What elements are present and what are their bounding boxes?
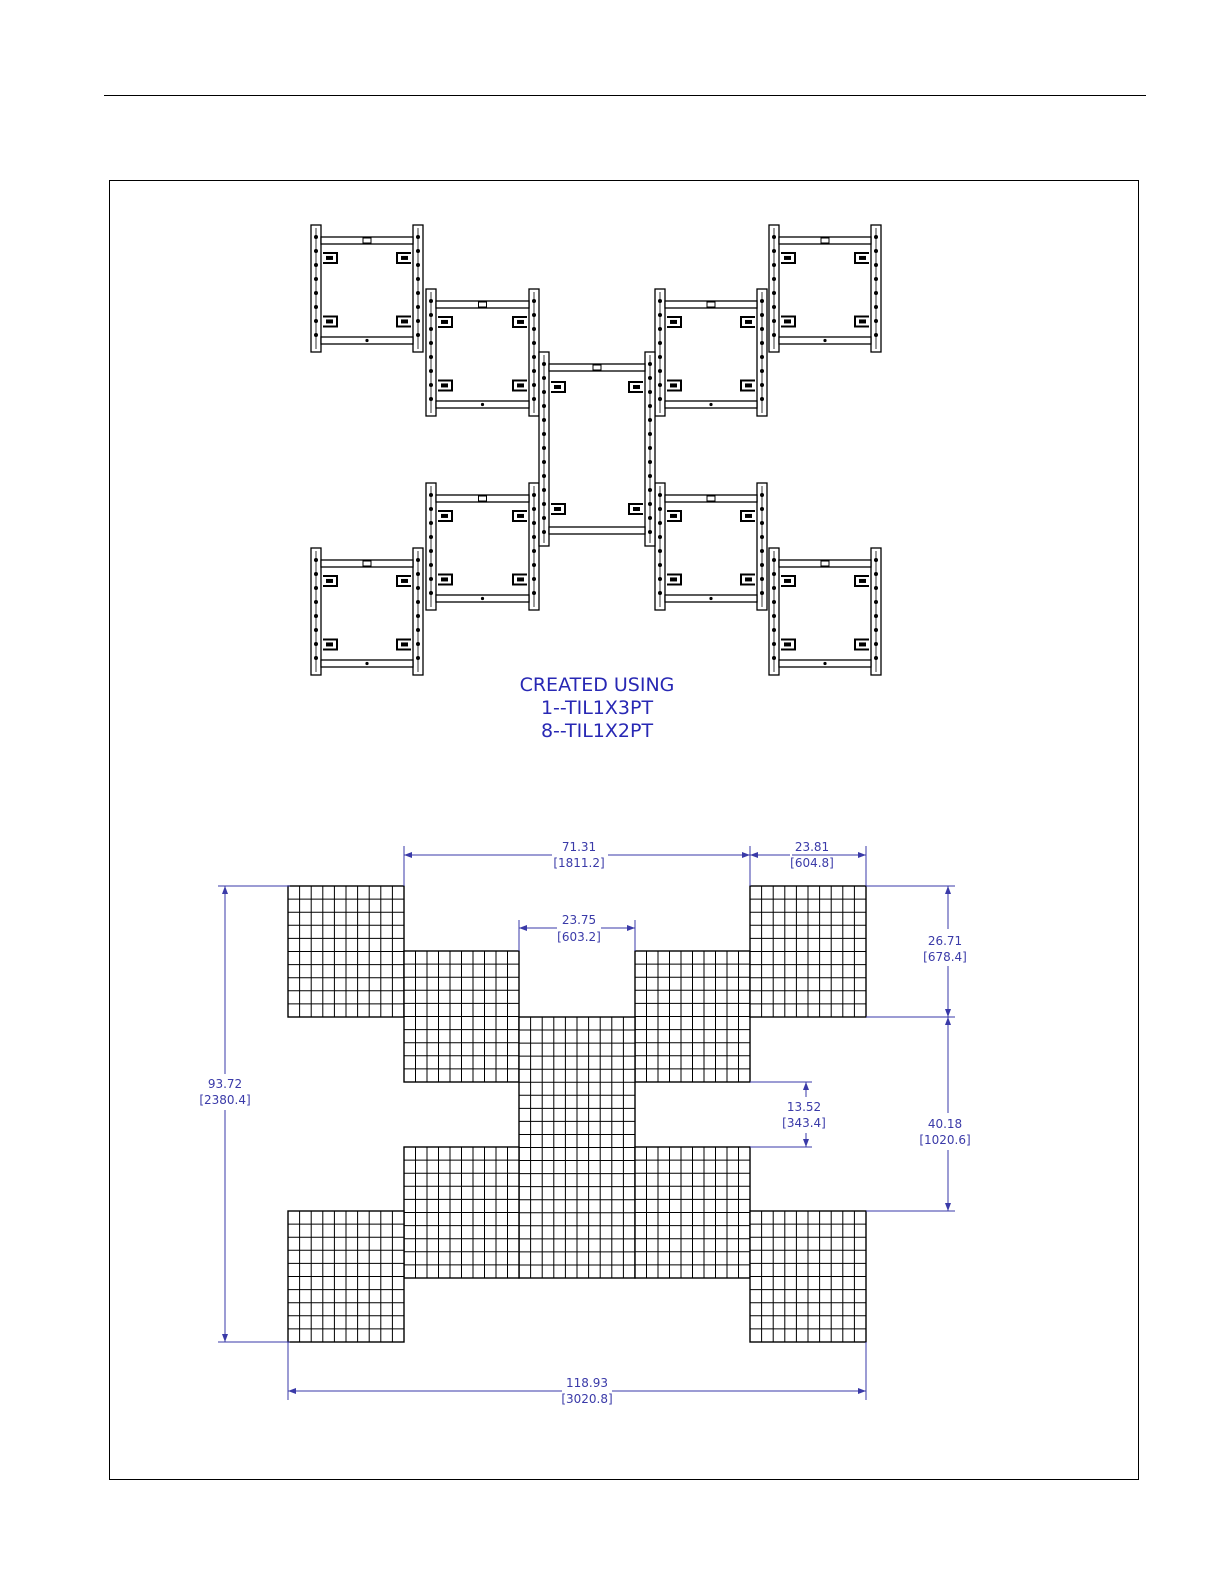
- bracket-clip: [326, 642, 333, 646]
- bar-clip: [821, 238, 829, 243]
- bracket-clip: [441, 577, 448, 581]
- rail-hole: [648, 390, 652, 394]
- panel-block: [750, 1211, 866, 1342]
- rail-hole: [429, 535, 433, 539]
- dim-right-mid-in: 40.18: [927, 1117, 963, 1131]
- bracket-clip: [441, 383, 448, 387]
- rail-hole: [648, 474, 652, 478]
- rail-hole: [542, 502, 546, 506]
- bar-clip: [593, 365, 601, 370]
- panel-block: [750, 886, 866, 1017]
- rail-hole: [648, 404, 652, 408]
- dimension-arrow: [750, 852, 758, 858]
- rail-hole: [648, 446, 652, 450]
- rail-hole: [429, 507, 433, 511]
- rail-hole: [532, 355, 536, 359]
- center-mount-frame: [539, 352, 655, 546]
- rail-hole: [760, 493, 764, 497]
- rail-hole: [760, 591, 764, 595]
- rail-hole: [532, 383, 536, 387]
- rail-hole: [658, 313, 662, 317]
- dimension-arrow: [945, 886, 951, 894]
- rail-hole: [314, 656, 318, 660]
- bracket-clip: [859, 579, 866, 583]
- rail-hole: [874, 333, 878, 337]
- rail-hole: [874, 319, 878, 323]
- bar-hole: [365, 662, 368, 665]
- bar-clip: [363, 561, 371, 566]
- rail-hole: [429, 591, 433, 595]
- bar-hole: [481, 403, 484, 406]
- bracket-clip: [784, 319, 791, 323]
- rail-hole: [874, 291, 878, 295]
- dim-right-top-in: 26.71: [927, 934, 963, 948]
- bracket-clip: [326, 579, 333, 583]
- dim-bottom-span-in: 118.93: [566, 1376, 608, 1390]
- bar-hole: [365, 339, 368, 342]
- bracket-clip: [326, 319, 333, 323]
- bracket-clip: [745, 577, 752, 581]
- rail-hole: [532, 327, 536, 331]
- dim-offset-in: 13.52: [786, 1100, 822, 1114]
- dim-top-span-mm: [1811.2]: [553, 856, 605, 870]
- rail-hole: [429, 563, 433, 567]
- rail-hole: [772, 572, 776, 576]
- rail-hole: [772, 305, 776, 309]
- rail-hole: [429, 493, 433, 497]
- bracket-clip: [517, 514, 524, 518]
- rail-hole: [542, 460, 546, 464]
- dim-corner-width-mm: [604.8]: [790, 856, 834, 870]
- bracket-clip: [441, 514, 448, 518]
- rail-hole: [658, 397, 662, 401]
- rail-hole: [532, 299, 536, 303]
- rail-hole: [532, 341, 536, 345]
- rail-hole: [429, 355, 433, 359]
- rail-hole: [416, 600, 420, 604]
- rail-hole: [648, 460, 652, 464]
- bar-clip: [707, 496, 715, 501]
- dimension-arrow: [222, 1334, 228, 1342]
- panel-block: [288, 1211, 404, 1342]
- panel-block: [519, 1017, 635, 1278]
- rail-hole: [658, 521, 662, 525]
- panel-block: [635, 1147, 750, 1278]
- rail-hole: [760, 563, 764, 567]
- mount-frame: [426, 483, 539, 610]
- rail-hole: [429, 549, 433, 553]
- rail-hole: [760, 549, 764, 553]
- rail-hole: [874, 614, 878, 618]
- assembly-note: [520, 674, 675, 742]
- bracket-clip: [517, 577, 524, 581]
- dim-offset-mm: [343.4]: [782, 1116, 826, 1130]
- rail-hole: [314, 572, 318, 576]
- rail-hole: [314, 614, 318, 618]
- rail-hole: [658, 535, 662, 539]
- note-line-3: 8--TIL1X2PT: [540, 720, 654, 742]
- bracket-clip: [441, 320, 448, 324]
- bar-hole: [823, 662, 826, 665]
- rail-hole: [874, 235, 878, 239]
- rail-hole: [416, 319, 420, 323]
- horizontal-bar: [549, 527, 645, 534]
- rail-hole: [874, 263, 878, 267]
- bracket-clip: [670, 577, 677, 581]
- rail-hole: [658, 577, 662, 581]
- bar-hole: [709, 597, 712, 600]
- bracket-clip: [554, 385, 561, 389]
- dimension-arrow: [945, 1017, 951, 1025]
- panel-block: [288, 886, 404, 1017]
- bar-clip: [479, 302, 487, 307]
- dim-left-height-mm: [2380.4]: [199, 1093, 251, 1107]
- bracket-clip: [670, 320, 677, 324]
- rail-hole: [658, 563, 662, 567]
- rail-hole: [760, 299, 764, 303]
- rail-hole: [542, 488, 546, 492]
- rail-hole: [658, 591, 662, 595]
- rail-hole: [416, 586, 420, 590]
- rail-hole: [542, 418, 546, 422]
- rail-hole: [542, 530, 546, 534]
- rail-hole: [532, 493, 536, 497]
- rail-hole: [772, 277, 776, 281]
- rail-hole: [772, 642, 776, 646]
- rail-hole: [314, 642, 318, 646]
- bar-hole: [481, 597, 484, 600]
- bracket-clip: [859, 319, 866, 323]
- rail-hole: [416, 614, 420, 618]
- rail-hole: [416, 558, 420, 562]
- bracket-clip: [401, 319, 408, 323]
- rail-hole: [416, 642, 420, 646]
- rail-hole: [542, 474, 546, 478]
- rail-hole: [760, 577, 764, 581]
- rail-hole: [760, 535, 764, 539]
- rail-hole: [314, 628, 318, 632]
- dimension-arrow: [519, 925, 527, 931]
- rail-hole: [416, 628, 420, 632]
- rail-hole: [314, 235, 318, 239]
- rail-hole: [658, 369, 662, 373]
- display-wall-grid: [288, 886, 866, 1342]
- rail-hole: [314, 277, 318, 281]
- rail-hole: [658, 299, 662, 303]
- rail-hole: [416, 235, 420, 239]
- rail-hole: [416, 249, 420, 253]
- rail-hole: [760, 383, 764, 387]
- mount-frame: [769, 225, 881, 352]
- rail-hole: [532, 507, 536, 511]
- dim-center-gap-in: 23.75: [561, 913, 597, 927]
- rail-hole: [532, 591, 536, 595]
- rail-hole: [658, 355, 662, 359]
- rail-hole: [772, 600, 776, 604]
- dimension-arrow: [288, 1388, 296, 1394]
- rail-hole: [760, 341, 764, 345]
- rail-hole: [772, 291, 776, 295]
- dim-right-top-mm: [678.4]: [923, 950, 967, 964]
- bracket-clip: [859, 256, 866, 260]
- rail-hole: [429, 521, 433, 525]
- rail-hole: [658, 507, 662, 511]
- rail-hole: [874, 642, 878, 646]
- rail-hole: [542, 516, 546, 520]
- rail-hole: [532, 535, 536, 539]
- rail-hole: [429, 327, 433, 331]
- dim-top-span-in: 71.31: [561, 840, 597, 854]
- rail-hole: [874, 572, 878, 576]
- dim-right-mid-mm: [1020.6]: [919, 1133, 971, 1147]
- rail-hole: [532, 577, 536, 581]
- mount-frame: [311, 225, 423, 352]
- mount-frame: [769, 548, 881, 675]
- rail-hole: [542, 390, 546, 394]
- rail-hole: [658, 327, 662, 331]
- rail-hole: [874, 600, 878, 604]
- rail-hole: [772, 586, 776, 590]
- mount-frames-assembly: [311, 225, 881, 675]
- rail-hole: [772, 333, 776, 337]
- rail-hole: [314, 305, 318, 309]
- bar-clip: [363, 238, 371, 243]
- rail-hole: [416, 656, 420, 660]
- rail-hole: [532, 549, 536, 553]
- rail-hole: [648, 432, 652, 436]
- rail-hole: [772, 558, 776, 562]
- mount-frame: [426, 289, 539, 416]
- rail-hole: [874, 656, 878, 660]
- rail-hole: [429, 313, 433, 317]
- dim-bottom-span-mm: [3020.8]: [561, 1392, 613, 1406]
- rail-hole: [658, 549, 662, 553]
- rail-hole: [542, 362, 546, 366]
- dimension-arrow: [404, 852, 412, 858]
- bracket-clip: [326, 256, 333, 260]
- rail-hole: [314, 263, 318, 267]
- rail-hole: [416, 291, 420, 295]
- rail-hole: [532, 521, 536, 525]
- rail-hole: [429, 577, 433, 581]
- rail-hole: [542, 404, 546, 408]
- rail-hole: [760, 521, 764, 525]
- bracket-clip: [517, 383, 524, 387]
- rail-hole: [416, 263, 420, 267]
- bar-clip: [479, 496, 487, 501]
- rail-hole: [314, 558, 318, 562]
- rail-hole: [874, 249, 878, 253]
- rail-hole: [416, 572, 420, 576]
- mount-frame: [311, 548, 423, 675]
- rail-hole: [760, 313, 764, 317]
- bar-clip: [707, 302, 715, 307]
- rail-hole: [314, 249, 318, 253]
- rail-hole: [874, 586, 878, 590]
- dimension-arrow: [627, 925, 635, 931]
- rail-hole: [542, 432, 546, 436]
- rail-hole: [874, 277, 878, 281]
- bracket-clip: [517, 320, 524, 324]
- rail-hole: [648, 376, 652, 380]
- panel-block: [404, 951, 519, 1082]
- rail-hole: [772, 249, 776, 253]
- dimension-arrow: [858, 1388, 866, 1394]
- rail-hole: [429, 397, 433, 401]
- bracket-clip: [401, 642, 408, 646]
- dim-corner-width-in: 23.81: [794, 840, 830, 854]
- rail-hole: [542, 376, 546, 380]
- rail-hole: [648, 418, 652, 422]
- rail-hole: [314, 319, 318, 323]
- rail-hole: [532, 369, 536, 373]
- rail-hole: [314, 291, 318, 295]
- bracket-clip: [784, 642, 791, 646]
- rail-hole: [760, 355, 764, 359]
- rail-hole: [874, 558, 878, 562]
- rail-hole: [874, 628, 878, 632]
- rail-hole: [648, 516, 652, 520]
- rail-hole: [772, 263, 776, 267]
- bracket-clip: [633, 507, 640, 511]
- rail-hole: [429, 369, 433, 373]
- bracket-clip: [745, 514, 752, 518]
- dimension-arrow: [803, 1139, 809, 1147]
- rail-hole: [532, 313, 536, 317]
- bar-hole: [709, 403, 712, 406]
- dimension-arrow: [222, 886, 228, 894]
- rail-hole: [429, 383, 433, 387]
- note-line-2: 1--TIL1X3PT: [540, 697, 654, 719]
- rail-hole: [542, 446, 546, 450]
- dimension-arrow: [945, 1009, 951, 1017]
- dimension-arrow: [945, 1203, 951, 1211]
- note-line-1: CREATED USING: [519, 674, 675, 696]
- panel-block: [635, 951, 750, 1082]
- rail-hole: [532, 563, 536, 567]
- rail-hole: [760, 369, 764, 373]
- dimension-arrow: [803, 1082, 809, 1090]
- mount-frame: [655, 289, 767, 416]
- rail-hole: [772, 628, 776, 632]
- dim-left-height-in: 93.72: [207, 1077, 243, 1091]
- rail-hole: [416, 305, 420, 309]
- dimension-arrow: [742, 852, 750, 858]
- bracket-clip: [670, 383, 677, 387]
- rail-hole: [760, 397, 764, 401]
- rail-hole: [416, 333, 420, 337]
- dimension-arrow: [858, 852, 866, 858]
- bracket-clip: [633, 385, 640, 389]
- rail-hole: [314, 600, 318, 604]
- panel-block: [404, 1147, 519, 1278]
- bracket-clip: [745, 320, 752, 324]
- rail-hole: [429, 341, 433, 345]
- rail-hole: [772, 235, 776, 239]
- bracket-clip: [554, 507, 561, 511]
- bar-hole: [823, 339, 826, 342]
- rail-hole: [648, 362, 652, 366]
- rail-hole: [648, 502, 652, 506]
- bracket-clip: [670, 514, 677, 518]
- rail-hole: [772, 319, 776, 323]
- rail-hole: [648, 530, 652, 534]
- rail-hole: [760, 327, 764, 331]
- rail-hole: [658, 341, 662, 345]
- dim-center-gap-mm: [603.2]: [557, 930, 601, 944]
- bracket-clip: [401, 256, 408, 260]
- bracket-clip: [859, 642, 866, 646]
- bracket-clip: [745, 383, 752, 387]
- rail-hole: [648, 488, 652, 492]
- rail-hole: [760, 507, 764, 511]
- rail-hole: [658, 493, 662, 497]
- rail-hole: [772, 614, 776, 618]
- rail-hole: [429, 299, 433, 303]
- rail-hole: [658, 383, 662, 387]
- rail-hole: [874, 305, 878, 309]
- rail-hole: [314, 333, 318, 337]
- rail-hole: [416, 277, 420, 281]
- rail-hole: [314, 586, 318, 590]
- bracket-clip: [784, 256, 791, 260]
- bracket-clip: [784, 579, 791, 583]
- rail-hole: [532, 397, 536, 401]
- mount-frame: [655, 483, 767, 610]
- bar-clip: [821, 561, 829, 566]
- bracket-clip: [401, 579, 408, 583]
- rail-hole: [772, 656, 776, 660]
